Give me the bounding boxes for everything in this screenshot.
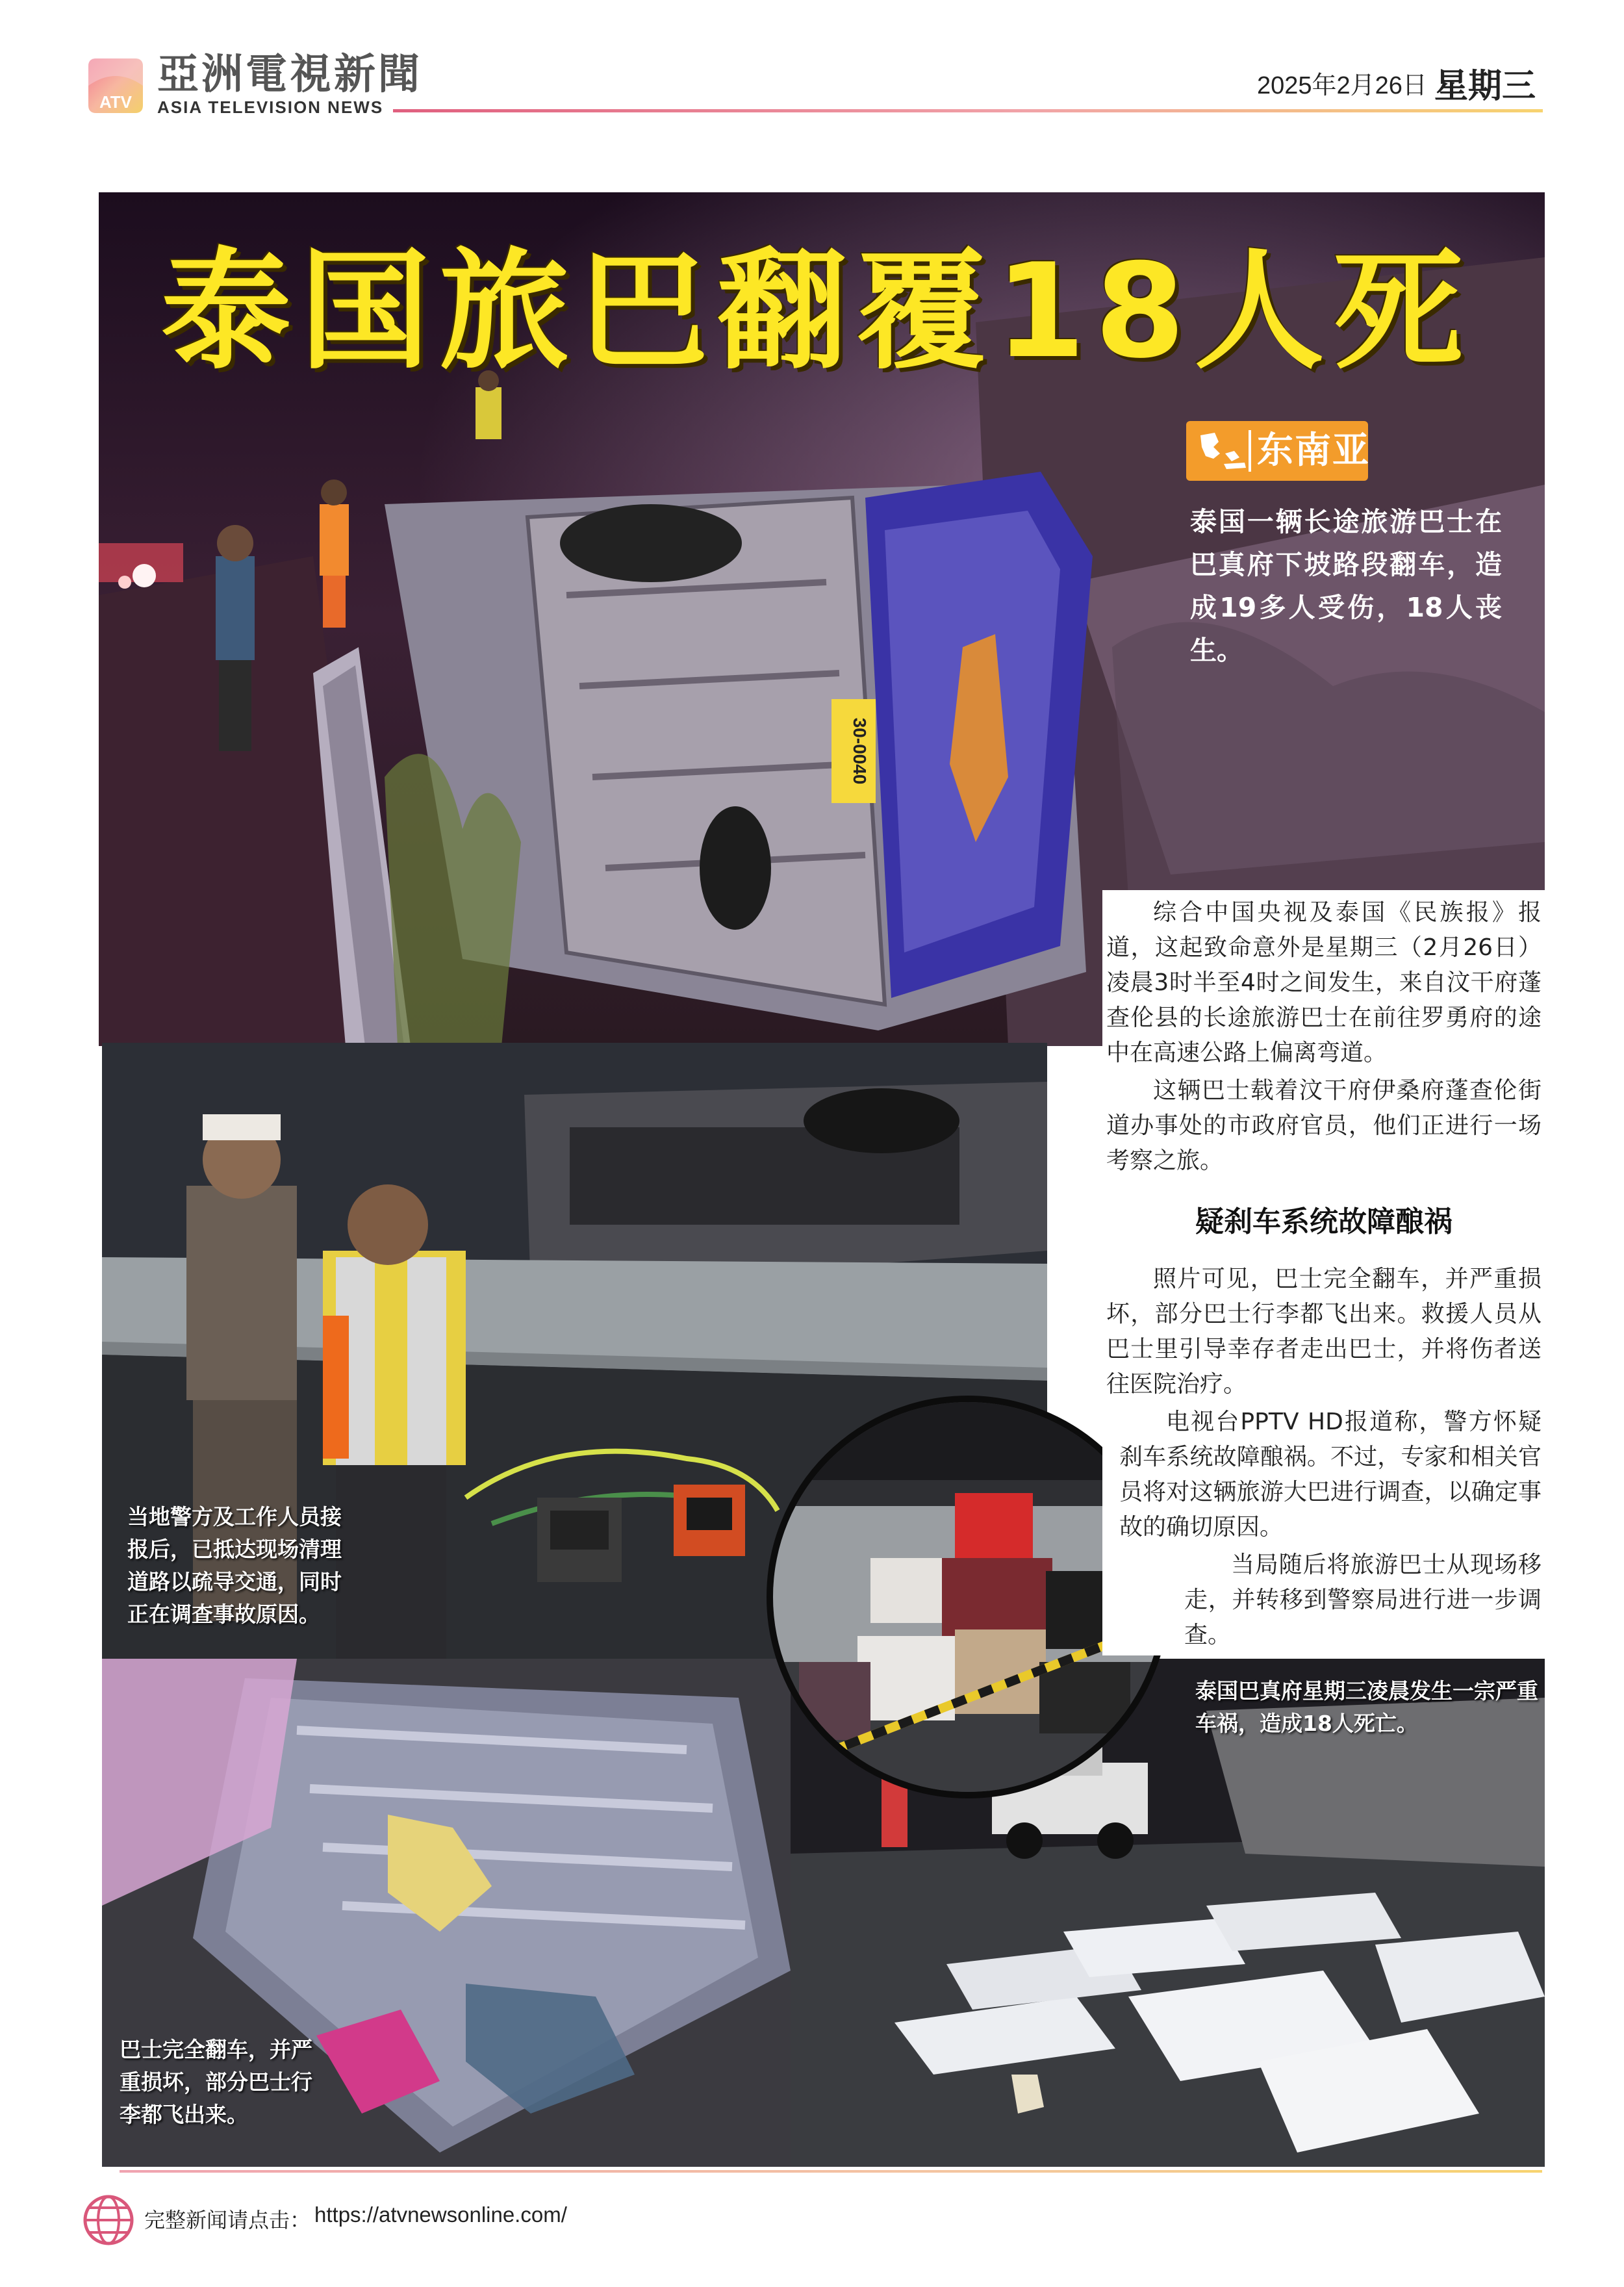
- footer-divider: [120, 2170, 1542, 2173]
- region-tag-label: 东南亚: [1257, 429, 1370, 472]
- article-headline: 泰国旅巴翻覆18人死: [161, 236, 1473, 387]
- globe-icon: [82, 2193, 135, 2247]
- footer-link[interactable]: https://atvnewsonline.com/: [314, 2203, 567, 2227]
- svg-text:30-0040: 30-0040: [850, 717, 870, 785]
- brand-name-en: ASIA TELEVISION NEWS: [157, 97, 384, 117]
- caption-crash-summary: 泰国巴真府星期三凌晨发生一宗严重车祸，造成18人死亡。: [1195, 1678, 1538, 1736]
- brand-name-cn: 亞洲電視新聞: [157, 50, 422, 99]
- article-lede: 泰国一辆长途旅游巴士在巴真府下坡路段翻车，造成19多人受伤，18人丧生。: [1190, 506, 1502, 666]
- article-paragraph: 这辆巴士载着汶干府伊桑府蓬查伦街道办事处的市政府官员，他们正进行一场考察之旅。: [1106, 1077, 1542, 1174]
- footer-label: 完整新闻请点击：: [144, 2208, 311, 2232]
- article-paragraph: 电视台PPTV HD报道称，警方怀疑刹车系统故障酿祸。不过，专家和相关官员将对这辆旅游大巴进行调查，以确定事故的确切原因。: [1119, 1409, 1542, 1540]
- atv-logo: [83, 53, 148, 118]
- header-divider: [393, 109, 1543, 112]
- svg-text:ATV: ATV: [99, 92, 133, 112]
- article-paragraph: 照片可见，巴士完全翻车，并严重损坏，部分巴士行李都飞出来。救援人员从巴士里引导幸存者走出巴士，并将伤者送往医院治疗。: [1106, 1266, 1542, 1398]
- article-paragraph: 当局随后将旅游巴士从现场移走，并转移到警察局进行进一步调查。: [1184, 1552, 1542, 1648]
- southeast-asia-map-icon: [1194, 428, 1252, 474]
- issue-date: 2025年2月26日: [1257, 72, 1427, 99]
- article-paragraph: 综合中国央视及泰国《民族报》报道，这起致命意外是星期三（2月26日）凌晨3时半至4时之间发生，来自汶干府蓬查伦县的长途旅游巴士在前往罗勇府的途中在高速公路上偏离弯道。: [1106, 899, 1542, 1066]
- issue-weekday: 星期三: [1434, 67, 1536, 106]
- caption-bus-wreck: 巴士完全翻车，并严重损坏，部分巴士行李都飞出来。: [120, 2037, 312, 2127]
- caption-police: 当地警方及工作人员接报后，已抵达现场清理道路以疏导交通，同时正在调查事故原因。: [127, 1504, 342, 1627]
- article-body-top: [1102, 890, 1545, 1655]
- article-subheading: 疑刹车系统故障酿祸: [1195, 1205, 1453, 1238]
